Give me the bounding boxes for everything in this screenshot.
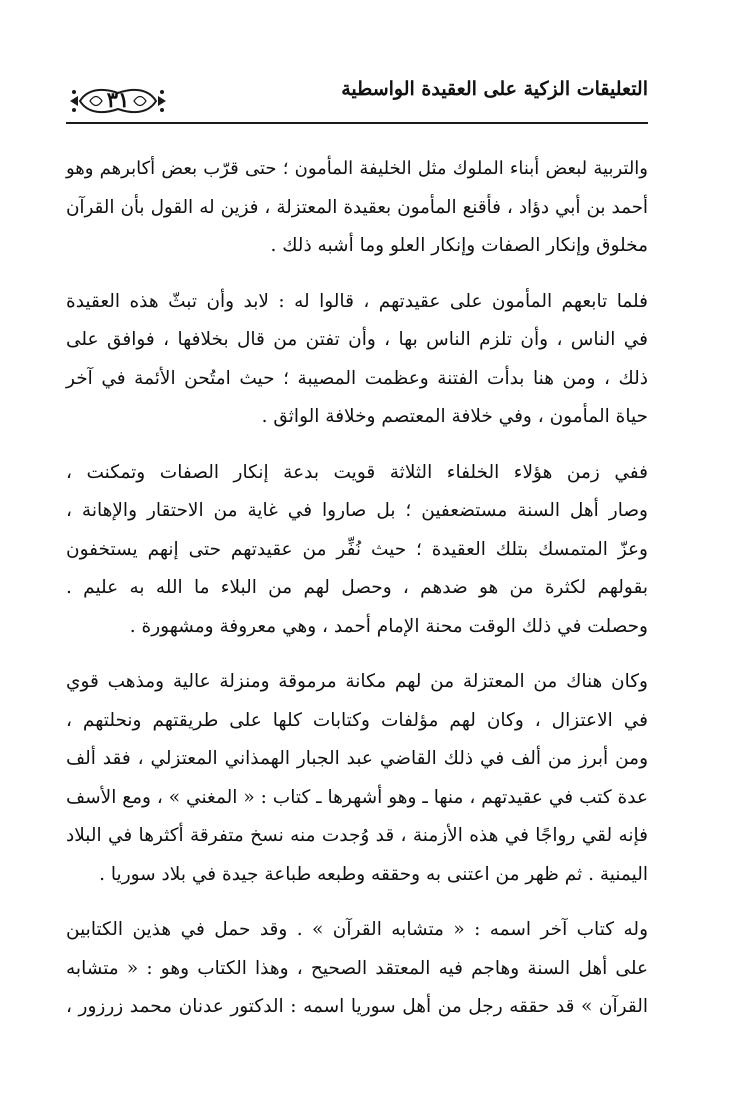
text-line: اليمنية . ثم ظهر من اعتنى به وحققه وطبعه طباعة جيدة في بلاد سوريا . (99, 863, 648, 885)
page-number: ٣١ (106, 87, 130, 112)
body-text (66, 150, 648, 1027)
text-line: على أهل السنة وهاجم فيه المعتقد الصحيح ، وهذا الكتاب وهو : « متشابه (66, 957, 648, 979)
paragraph (66, 454, 648, 647)
running-title: التعليقات الزكية على العقيدة الواسطية (341, 78, 648, 100)
text-line: القرآن » قد حققه رجل من أهل سوريا اسمه : الدكتور عدنان محمد زرزور ، (66, 996, 648, 1017)
book-page (66, 70, 648, 1030)
paragraph (66, 663, 648, 894)
text-line: عدة كتب في عقيدتهم ، منها ـ وهو أشهرها ـ كتاب : « المغني » ، ومع الأسف (66, 786, 648, 808)
page-header (66, 70, 648, 124)
text-line: ومن أبرز من ألف في ذلك القاضي عبد الجبار الهمذاني المعتزلي ، فقد ألف (66, 748, 648, 769)
text-line: فلما تابعهم المأمون على عقيدتهم ، قالوا له : لابد وأن تبثّ هذه العقيدة (66, 290, 648, 312)
text-line: مخلوق وإنكار الصفات وإنكار العلو وما أشبه ذلك . (270, 235, 648, 256)
text-line: في الناس ، وأن تلزم الناس بها ، وأن تفتن من قال بخلافها ، فوافق على (66, 329, 648, 350)
text-line: وله كتاب آخر اسمه : « متشابه القرآن » . وقد حمل في هذين الكتابين (66, 919, 648, 940)
text-line: ذلك ، ومن هنا بدأت الفتنة وعظمت المصيبة ؛ حيث امتُحن الأئمة في آخر (66, 367, 648, 389)
text-line: وصار أهل السنة مستضعفين ؛ بل صاروا في غاية من الاحتقار والإهانة ، (66, 500, 648, 521)
text-line: ففي زمن هؤلاء الخلفاء الثلاثة قويت بدعة إنكار الصفات وتمكنت ، (66, 461, 648, 483)
page-number-frame (68, 84, 168, 118)
paragraph (66, 150, 648, 266)
paragraph (66, 911, 648, 1027)
text-line: وكان هناك من المعتزلة من لهم مكانة مرموقة ومنزلة عالية ومذهب قوي (66, 671, 648, 692)
text-line: وحصلت في ذلك الوقت محنة الإمام أحمد ، وهي معروفة ومشهورة . (129, 615, 648, 637)
paragraph (66, 283, 648, 437)
text-line: بقولهم لكثرة من هو ضدهم ، وحصل لهم من البلاء ما الله به عليم . (66, 577, 648, 598)
text-line: حياة المأمون ، وفي خلافة المعتصم وخلافة الواثق . (261, 406, 648, 427)
text-line: والتربية لبعض أبناء الملوك مثل الخليفة المأمون ؛ حتى قرّب بعض أكابرهم وهو (66, 158, 648, 179)
text-line: في الاعتزال ، وكان لهم مؤلفات وكتابات كلها على طريقتهم ونحلتهم ، (66, 709, 648, 731)
text-line: أحمد بن أبي دؤاد ، فأقنع المأمون بعقيدة المعتزلة ، فزين له القول بأن القرآن (66, 196, 648, 218)
text-line: وعزّ المتمسك بتلك العقيدة ؛ حيث نُفِّر من عقيدتهم حتى إنهم يستخفون (66, 538, 648, 560)
text-line: فإنه لقي رواجًا في هذه الأزمنة ، قد وُجدت منه نسخ متفرقة أكثرها في البلاد (66, 825, 648, 846)
